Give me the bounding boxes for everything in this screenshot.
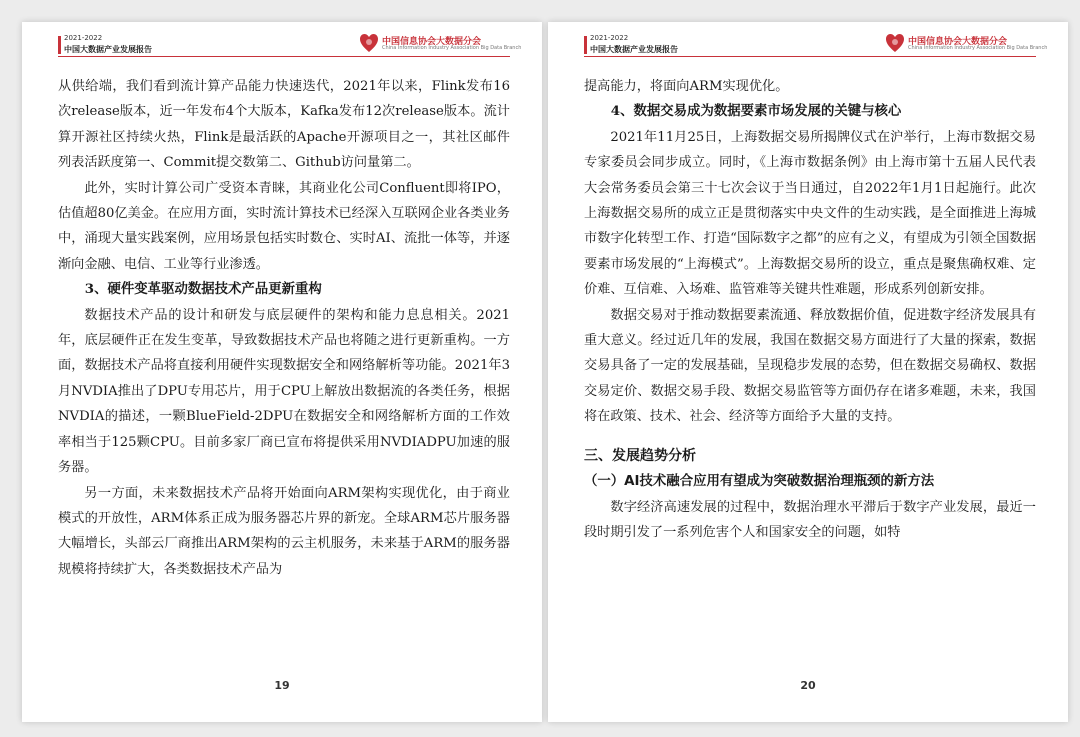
paragraph: 此外，实时计算公司广受资本青睐，其商业化公司Confluent即将IPO，估值超80亿美金。在应用方面，实时流计算技术已经深入互联网企业各类业务中，涌现大量实践案例，应用场景包括实时数仓、实时AI、流批一体等，并逐渐向金融、电信、工业等行业渗透。 (58, 180, 510, 272)
heading-4: 4、数据交易成为数据要素市场发展的关键与核心 (610, 103, 902, 120)
header-org-name: 中国信息协会大数据分会 (908, 37, 1008, 47)
header-years: 2021-2022 (590, 34, 629, 42)
header-logo (886, 32, 1048, 54)
header-accent-bar (584, 36, 587, 54)
header-org-name-en: China Information Industry Association Big Data Branch (908, 45, 1048, 51)
page-body (584, 74, 1036, 545)
header-org-name: 中国信息协会大数据分会 (382, 37, 482, 47)
header-rule (584, 56, 1036, 57)
paragraph: 2021年11月25日，上海数据交易所揭牌仪式在沪举行，上海市数据交易专家委员会同步成立。同时，《上海市数据条例》由上海市第十五届人民代表大会常务委员会第三十七次会议于当日通过，自2022年1月1日起施行。此次上海数据交易所的成立正是贯彻落实中央文件的生动实践，是全面推进上海城市数字化转型工作、打造“国际数字之都”的应有之义，有望成为引领全国数据要素市场发展的“上海模式”。上海数据交易所的设立，重点是聚焦确权难、定价难、互信难、入场难、监管难等关键共性难题，形成系列创新安排。 (584, 129, 1036, 298)
paragraph: 另一方面，未来数据技术产品将开始面向ARM架构实现优化，由于商业模式的开放性，ARM体系正成为服务器芯片界的新宠。全球ARM芯片服务器大幅增长，头部云厂商推出ARM架构的云主机服务，未来基于ARM的服务器规模将持续扩大，各类数据技术产品为 (58, 485, 510, 577)
subsection-title: （一）AI技术融合应用有望成为突破数据治理瓶颈的新方法 (584, 474, 935, 490)
section-title: 三、发展趋势分析 (584, 447, 696, 464)
paragraph: 数据交易对于推动数据要素流通、释放数据价值，促进数字经济发展具有重大意义。经过近几年的发展，我国在数据交易方面进行了大量的探索，数据交易具备了一定的发展基础，呈现稳步发展的态势，但在数据交易确权、数据交易定价、数据交易手段、数据交易监管等方面仍存在诸多难题，未来，我国将在政策、技术、社会、经济等方面给予大量的支持。 (584, 307, 1036, 425)
paragraph: 从供给端，我们看到流计算产品能力快速迭代，2021年以来，Flink发布16次release版本，近一年发布4个大版本，Kafka发布12次release版本。流计算开源社区持续火热，Flink是最活跃的Apache开源项目之一，其社区邮件列表活跃度第一、Commit提交数第二、Github访问量第二。 (58, 79, 510, 171)
header-logo (360, 32, 522, 54)
page-body (58, 74, 510, 582)
page-number: 19 (274, 679, 290, 692)
paragraph: 数字经济高速发展的过程中，数据治理水平滞后于数字产业发展，最近一段时期引发了一系列危害个人和国家安全的问题，如特 (584, 499, 1036, 540)
page-header (58, 32, 522, 58)
page-number: 20 (800, 679, 816, 692)
page-header (584, 32, 1048, 58)
paragraph: 数据技术产品的设计和研发与底层硬件的架构和能力息息相关。2021年，底层硬件正在发生变革，导致数据技术产品也将随之进行更新重构。一方面，数据技术产品将直接利用硬件实现数据安全和网络解析等功能。2021年3月NVDIA推出了DPU专用芯片，用于CPU上解放出数据流的各类任务，根据NVDIA的描述，一颗BlueField-2DPU在数据安全和网络解析方面的工作效率相当于125颗CPU。目前多家厂商已宣布将提供采用NVDIADPU加速的服务器。 (58, 307, 510, 476)
heading-3: 3、硬件变革驱动数据技术产品更新重构 (84, 281, 322, 298)
heart-logo-icon (886, 33, 904, 53)
header-rule (58, 56, 510, 57)
paragraph: 提高能力，将面向ARM实现优化。 (584, 79, 789, 94)
header-years: 2021-2022 (64, 34, 103, 42)
header-report-title: 中国大数据产业发展报告 (590, 45, 678, 54)
heart-logo-icon (360, 33, 378, 53)
header-accent-bar (58, 36, 61, 54)
header-report-title: 中国大数据产业发展报告 (64, 45, 152, 54)
page-left (22, 22, 542, 722)
header-org-name-en: China Information Industry Association Big Data Branch (382, 45, 522, 51)
page-right (548, 22, 1068, 722)
